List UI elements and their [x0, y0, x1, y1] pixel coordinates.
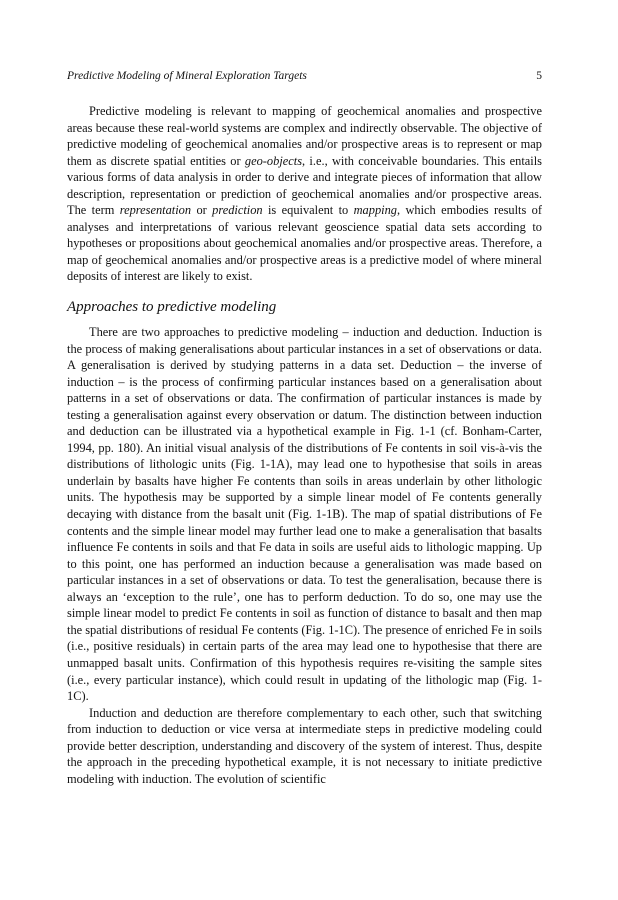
paragraph-induction-deduction: There are two approaches to predictive modeling – induction and deduction. Induction is the process of making generalisations about particular instances in a set of observations or data. A generalisation is derived by studying patterns in a data set. Deduction – the inverse of induction – is the process of confirming particular instances based on a generalisation about patterns in a set of observations or data. The confirmation of particular instances is made by testing a generalisation against every observation or datum. The distinction between induction and deduction can be illustrated via a hypothetical example in Fig. 1-1 (cf. Bonham-Carter, 1994, pp. 180). An initial visual analysis of the distributions of Fe contents in soil vis-à-vis the distributions of lithologic units (Fig. 1-1A), may lead one to hypothesise that soils in areas underlain by basalts have higher Fe contents than soils in areas underlain by other lithologic units. The hypothesis may be supported by a simple linear model of Fe contents generally decaying with distance from the basalt unit (Fig. 1-1B). The map of spatial distributions of Fe contents and the simple linear model may further lead one to make a generalisation that basalts influence Fe contents in soils and that Fe data in soils are useful aids to lithologic mapping. Up to this point, one has performed an induction because a generalisation was made based on particular instances in a set of observations or data. To test the generalisation, because there is always an ‘exception to the rule’, one has to perform deduction. To do so, one may use the simple linear model to predict Fe contents in soil as function of distance to basalt and then map the spatial distributions of residual Fe contents (Fig. 1-1C). The presence of enriched Fe in soils (i.e., positive residuals) in certain parts of the area may lead one to hypothesise that there are unmapped basalt units. Confirmation of this hypothesis requires re-visiting the sample sites (i.e., every particular instance), which could result in updating of the lithologic map (Fig. 1-1C).	[67, 325, 542, 704]
term-mapping: mapping	[353, 203, 397, 218]
page-number: 5	[536, 70, 542, 82]
term-representation: representation	[119, 203, 192, 218]
running-header	[67, 70, 542, 82]
term-geo-objects: geo-objects	[244, 153, 303, 168]
paragraph-geo-objects: Predictive modeling is relevant to mapping of geochemical anomalies and prospective areas because these real-world systems are complex and indirectly observable. The objective of predictive modeling of geochemical anomalies and/or prospective areas is to represent or map them as discrete spatial entities or geo-objects, i.e., with conceivable boundaries. This entails various forms of data analysis in order to derive and integrate pieces of information that allow description, representation or prediction of geochemical anomalies and/or prospective areas. The term representation or prediction is equivalent to mapping, which embodies results of analyses and interpretations of various relevant geoscience spatial data sets according to hypotheses or propositions about geochemical anomalies and/or prospective areas. Therefore, a map of geochemical anomalies and/or prospective areas is a predictive model of where mineral deposits of interest are likely to exist.	[67, 104, 542, 284]
section-heading: Approaches to predictive modeling	[67, 299, 277, 316]
running-title: Predictive Modeling of Mineral Exploration Targets	[67, 70, 307, 82]
body-text	[67, 103, 542, 787]
term-prediction: prediction	[212, 203, 263, 218]
paragraph-complementary: Induction and deduction are therefore complementary to each other, such that switching from induction to deduction or vice versa at intermediate steps in predictive modeling could provide better description, understanding and discovery of the system of interest. Thus, despite the approach in the preceding hypothetical example, it is not necessary to initiate predictive modeling with induction. The evolution of scientific	[67, 705, 542, 786]
